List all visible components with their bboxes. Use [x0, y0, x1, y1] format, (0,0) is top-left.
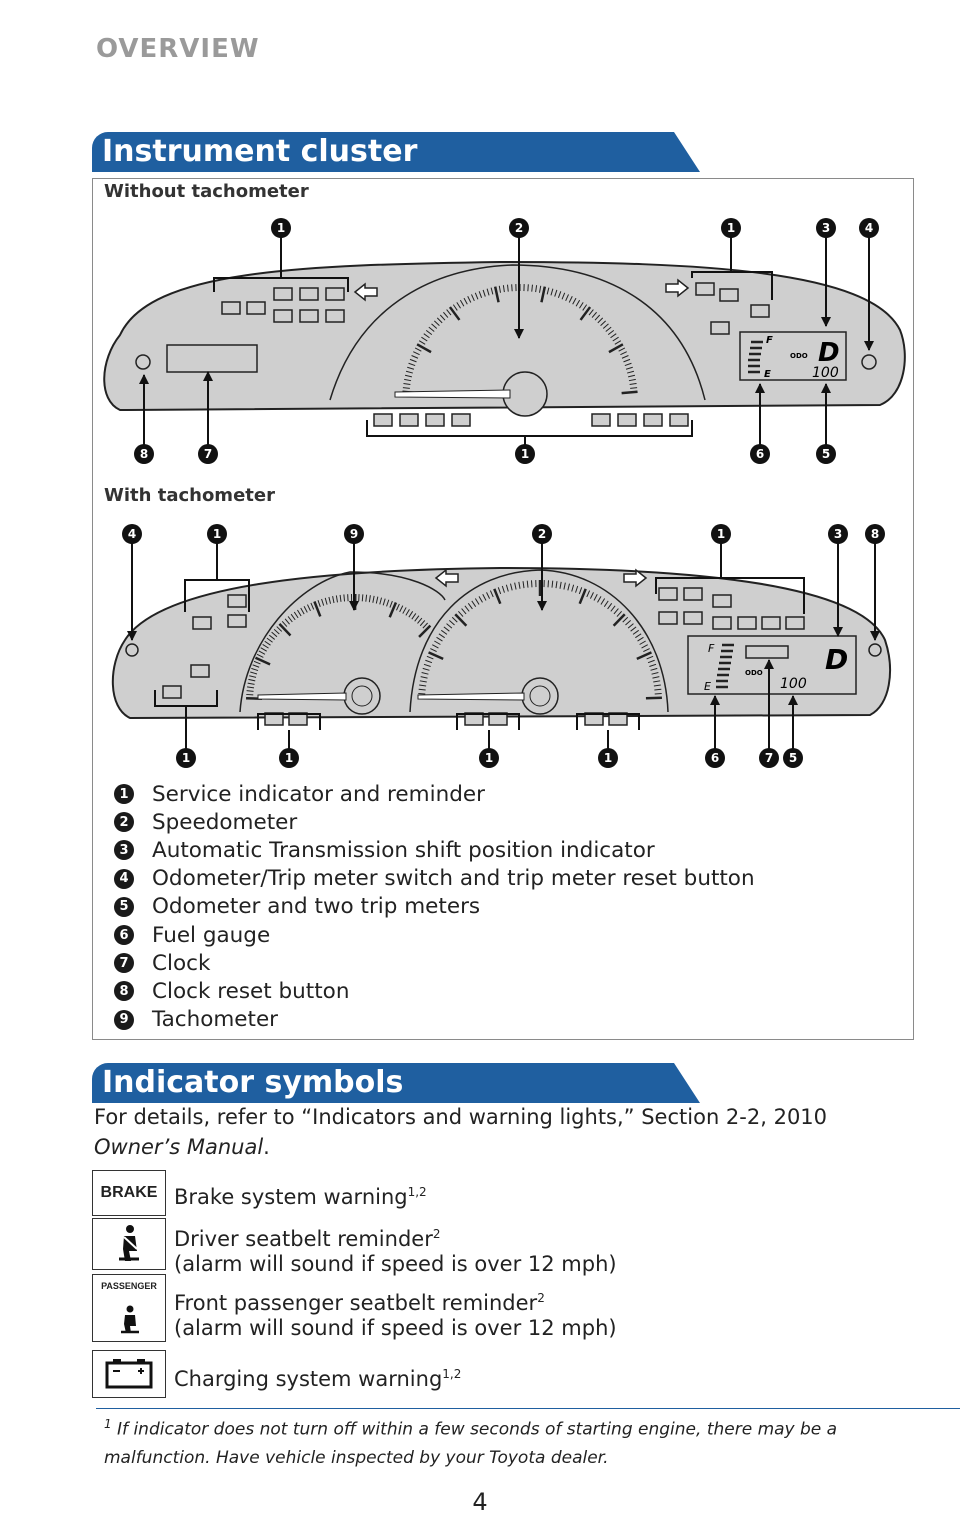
tach-gear-indicator: D	[825, 643, 849, 676]
legend-text: Tachometer	[152, 1007, 279, 1033]
svg-text:1: 1	[484, 751, 494, 765]
intro-end: .	[263, 1135, 270, 1159]
odo-label: ODO	[790, 352, 808, 360]
instrument-cluster-title: Instrument cluster	[92, 132, 674, 172]
footnote-text: If indicator does not turn off within a few seconds of starting engine, there may be a malfunction. Have vehicle inspected by your Toyota dealer.	[104, 1419, 838, 1468]
legend-text: Odometer and two trip meters	[152, 894, 481, 920]
footnote-rule	[96, 1408, 960, 1409]
passenger-icon-text: PASSENGER	[101, 1281, 157, 1291]
legend-item	[114, 836, 874, 864]
fuel-empty-label: E	[764, 369, 771, 380]
indicator-symbols-title: Indicator symbols	[92, 1063, 674, 1103]
brake-warning-text	[174, 1180, 427, 1210]
item-text: Driver seatbelt reminder	[174, 1227, 433, 1251]
legend-number: 5	[114, 897, 134, 917]
svg-text:3: 3	[833, 527, 843, 541]
svg-text:1: 1	[284, 751, 294, 765]
svg-text:8: 8	[139, 447, 149, 461]
seatbelt-icon	[92, 1218, 166, 1270]
svg-text:2: 2	[514, 221, 524, 235]
legend-item	[114, 949, 874, 977]
legend-item	[114, 977, 874, 1005]
svg-text:4: 4	[127, 527, 137, 541]
svg-text:3: 3	[821, 221, 831, 235]
legend-text: Clock	[152, 950, 211, 976]
legend-text: Clock reset button	[152, 978, 350, 1004]
cluster-diagrams	[92, 200, 914, 780]
item-subtext: (alarm will sound if speed is over 12 mph)	[174, 1316, 617, 1340]
gear-indicator: D	[818, 338, 840, 368]
passenger-seatbelt-text	[174, 1286, 617, 1341]
dial-tick	[362, 594, 363, 601]
dial-tick	[622, 392, 638, 393]
fuel-full-label: F	[766, 335, 773, 346]
cluster-without-tachometer	[104, 218, 905, 464]
item-text: Front passenger seatbelt reminder	[174, 1291, 538, 1315]
svg-text:7: 7	[764, 751, 774, 765]
indicator-intro	[94, 1102, 894, 1162]
svg-text:1: 1	[181, 751, 191, 765]
legend-text: Automatic Transmission shift position indicator	[152, 837, 655, 863]
svg-text:7: 7	[203, 447, 213, 461]
without-tachometer-label: Without tachometer	[104, 181, 309, 202]
svg-text:4: 4	[864, 221, 874, 235]
dial-tick	[646, 698, 662, 699]
footnote	[104, 1410, 884, 1472]
tach-odometer-value: 100	[780, 676, 807, 692]
item-footnote-ref: 2	[537, 1291, 545, 1305]
svg-text:5: 5	[788, 751, 798, 765]
item-subtext: (alarm will sound if speed is over 12 mph)	[174, 1252, 617, 1276]
legend-number: 4	[114, 869, 134, 889]
legend-text: Speedometer	[152, 809, 298, 835]
tach-fuel-empty-label: E	[704, 680, 711, 693]
legend-number: 3	[114, 840, 134, 860]
svg-text:1: 1	[726, 221, 736, 235]
svg-text:1: 1	[716, 527, 726, 541]
legend-text: Fuel gauge	[152, 922, 271, 948]
odometer-value: 100	[812, 365, 839, 381]
brake-icon	[92, 1170, 166, 1216]
svg-text:6: 6	[710, 751, 720, 765]
footnote-mark: 1	[104, 1417, 112, 1431]
svg-text:9: 9	[349, 527, 359, 541]
legend-item	[114, 780, 874, 808]
page-number: 4	[472, 1488, 488, 1516]
svg-text:5: 5	[821, 447, 831, 461]
legend-item	[114, 808, 874, 836]
legend-text: Service indicator and reminder	[152, 781, 485, 807]
item-text: Brake system warning	[174, 1185, 408, 1209]
section-header: OVERVIEW	[96, 34, 260, 64]
item-text: Charging system warning	[174, 1367, 443, 1391]
legend-number: 1	[114, 784, 134, 804]
cluster-with-tachometer	[113, 524, 890, 768]
svg-text:1: 1	[603, 751, 613, 765]
svg-text:1: 1	[212, 527, 222, 541]
svg-text:1: 1	[276, 221, 286, 235]
svg-text:6: 6	[755, 447, 765, 461]
legend-item	[114, 1006, 874, 1034]
legend-number: 2	[114, 812, 134, 832]
item-footnote-ref: 2	[432, 1227, 441, 1241]
charging-warning-text	[174, 1362, 461, 1392]
passenger-seatbelt-icon	[92, 1274, 166, 1342]
legend-item	[114, 921, 874, 949]
brake-icon-text: BRAKE	[100, 1184, 158, 1201]
tach-fuel-full-label: F	[708, 642, 715, 655]
dial-tick	[344, 594, 345, 601]
legend-number: 8	[114, 981, 134, 1001]
legend-number: 6	[114, 925, 134, 945]
svg-text:8: 8	[870, 527, 880, 541]
legend-number: 9	[114, 1010, 134, 1030]
svg-text:1: 1	[520, 447, 530, 461]
legend-item	[114, 865, 874, 893]
legend-number: 7	[114, 953, 134, 973]
intro-manual-title: Owner’s Manual	[94, 1135, 264, 1159]
legend-text: Odometer/Trip meter switch and trip meter reset button	[152, 866, 755, 892]
intro-text: For details, refer to “Indicators and warning lights,” Section 2-2, 2010	[94, 1105, 828, 1129]
svg-text:2: 2	[537, 527, 547, 541]
tach-odo-label: ODO	[745, 669, 763, 677]
item-footnote-ref: 1,2	[407, 1185, 427, 1199]
battery-icon	[92, 1350, 166, 1398]
with-tachometer-label: With tachometer	[104, 485, 275, 506]
item-footnote-ref: 1,2	[442, 1367, 462, 1381]
cluster-legend	[114, 780, 874, 1034]
legend-item	[114, 893, 874, 921]
driver-seatbelt-text	[174, 1222, 617, 1277]
